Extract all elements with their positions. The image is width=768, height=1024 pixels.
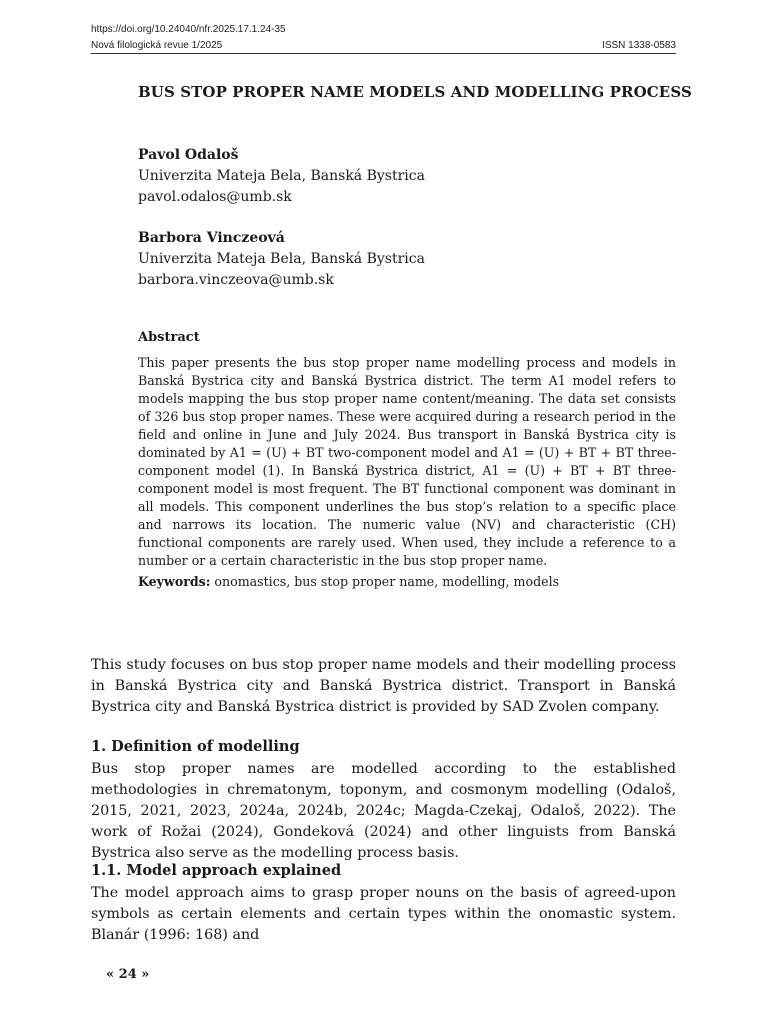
page-number: « 24 » <box>106 967 150 982</box>
abstract-text: This paper presents the bus stop proper name modelling process and models in Banská Bystrica city and Banská Bystrica district. The term A1 model refers to models mapping the bus stop proper name content/meaning. The data set consists of 326 bus stop proper names. These were acquired during a research period in the field and online in June and July 2024. Bus transport in Banská Bystrica city is dominated by A1 = (U) + BT two-component model and A1 = (U) + BT + BT three-component model (1). In Banská Bystrica district, A1 = (U) + BT + BT three-component model is most frequent. The BT functional component was dominant in all models. This component underlines the bus stop’s relation to a specific place and narrows its location. The numeric value (NV) and characteristic (CH) functional components are rarely used. When used, they include a reference to a number or a certain characteristic in the bus stop proper name. <box>138 355 676 568</box>
keywords-label: Keywords: <box>138 574 211 589</box>
section-heading: 1. Definition of modelling <box>91 738 300 755</box>
intro-paragraph: This study focuses on bus stop proper name models and their modelling process in Banská Bystrica city and Banská Bystrica district. Transport in Banská Bystrica city and Banská Bystrica district is provided by SAD Zvolen company. <box>91 657 676 715</box>
author-email[interactable]: pavol.odalos@umb.sk <box>138 189 292 205</box>
author-name: Pavol Odaloš <box>138 147 239 163</box>
keywords-text: onomastics, bus stop proper name, modelling, models <box>210 574 560 589</box>
author-email[interactable]: barbora.vinczeova@umb.sk <box>138 272 334 288</box>
subsection-heading: 1.1. Model approach explained <box>91 862 342 879</box>
subsection-paragraph: The model approach aims to grasp proper nouns on the basis of agreed-upon symbols as certain elements and certain types within the onomastic system. Blanár (1996: 168) and <box>91 885 676 943</box>
abstract-heading: Abstract <box>138 330 200 345</box>
issn: ISSN 1338-0583 <box>602 40 676 51</box>
section-paragraph: Bus stop proper names are modelled according to the established methodologies in chrematonym, toponym, and cosmonym modelling (Odaloš, 2015, 2021, 2023, 2024a, 2024b, 2024c; Magda-Czekaj, Odaloš, 2022). The work of Rožai (2024), Gondeková (2024) and other linguists from Banská Bystrica also serve as the modelling process basis. <box>91 761 676 861</box>
author-name: Barbora Vinczeová <box>138 230 285 246</box>
author-affiliation: Univerzita Mateja Bela, Banská Bystrica <box>138 251 425 267</box>
doi-link[interactable]: https://doi.org/10.24040/nfr.2025.17.1.24-35 <box>91 24 286 35</box>
author-affiliation: Univerzita Mateja Bela, Banská Bystrica <box>138 168 425 184</box>
author-block-2 <box>138 228 425 291</box>
header-rule <box>91 53 676 54</box>
journal-name: Nová filologická revue 1/2025 <box>91 40 223 51</box>
author-block-1 <box>138 145 425 208</box>
paper-title: BUS STOP PROPER NAME MODELS AND MODELLING PROCESS <box>138 83 692 101</box>
keywords <box>138 574 559 589</box>
